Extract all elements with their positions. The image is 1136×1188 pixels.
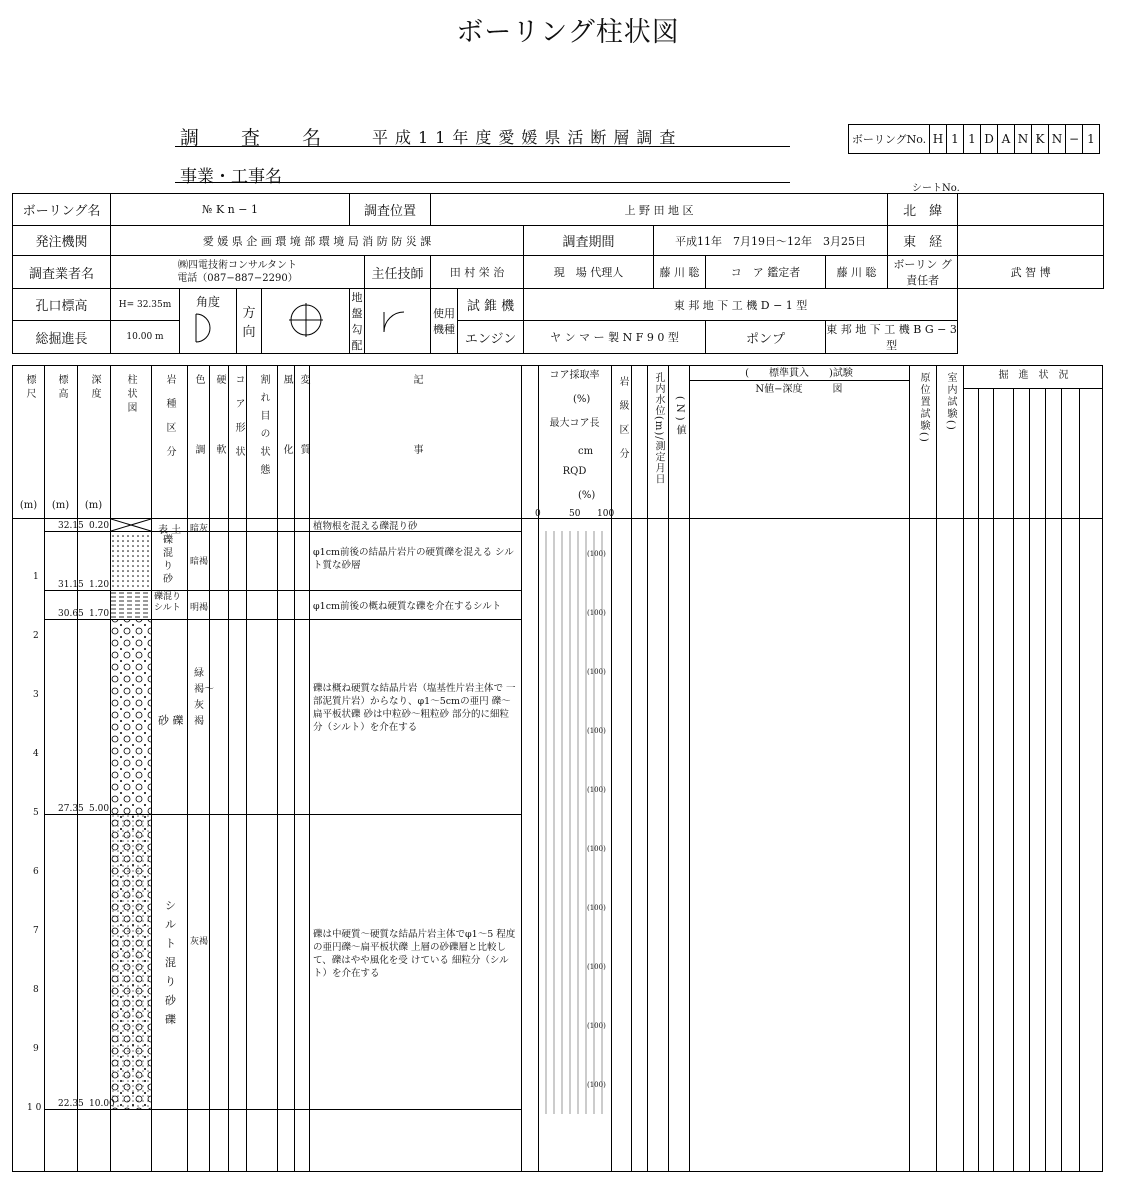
core: 藤 川 聡 — [826, 256, 888, 289]
col-line — [44, 366, 45, 1171]
boring-number-char: 1 — [964, 125, 981, 153]
angle-cell — [180, 289, 237, 354]
longitude-value — [958, 226, 1104, 256]
boring-number-char: D — [981, 125, 998, 153]
client: 愛 媛 県 企 画 環 境 部 環 境 局 消 防 防 災 課 — [111, 226, 524, 256]
col-line — [77, 366, 78, 1171]
col-n-value: (N)値 — [674, 396, 685, 439]
layer-rock: 表 土 — [158, 525, 182, 536]
layer-description: φ1cm前後の結晶片岩片の硬質礫を混える シルト質な砂層 — [313, 547, 514, 571]
client-label: 発注機関 — [13, 226, 111, 256]
latitude-label: 北 緯 — [888, 194, 958, 226]
layer-boundary — [44, 531, 521, 532]
drill: 東 邦 地 下 工 機 D − 1 型 — [524, 289, 958, 321]
scale-tick: 1 0 — [27, 1103, 42, 1113]
location-label: 調査位置 — [350, 194, 431, 226]
boring-number-char: K — [1032, 125, 1049, 153]
scale-tick: 7 — [33, 926, 39, 936]
layer-color: 明褐 — [190, 603, 209, 613]
layer-elevation: 27.35 — [58, 804, 84, 814]
col-column-figure: 柱状図 — [125, 374, 136, 416]
agent: 藤 川 聡 — [654, 256, 706, 289]
length-label: 総掘進長 — [13, 321, 111, 354]
col-line — [246, 366, 247, 1171]
layer-rock: 砂 礫 — [158, 714, 184, 727]
elevation: H= 32.35m — [111, 289, 180, 321]
layer-boundary — [44, 1109, 521, 1110]
core-recovery-value: (100) — [587, 609, 606, 617]
slope-gauge-icon — [376, 302, 420, 338]
scale-tick: 3 — [33, 690, 39, 700]
col-line — [631, 366, 632, 1171]
layer-description: 礫は概ね硬質な結晶片岩（塩基性片岩主体で 一部泥質片岩）からなり、φ1〜5cmの亜円 礫〜扁平板状礫 砂は中粒砂〜粗粒砂 部分的に細粒分（シルト）を介在する — [313, 683, 516, 733]
machine-label: 使用機種 — [431, 289, 458, 354]
responsible: 武 智 博 — [958, 256, 1104, 289]
layer-color: 緑褐〜灰褐 — [194, 668, 214, 727]
elevation-label: 孔口標高 — [13, 289, 111, 321]
col-line — [963, 366, 964, 1171]
total-length: 10.00 m — [111, 321, 180, 354]
direction-cell — [262, 289, 350, 354]
header-table — [12, 193, 1104, 354]
layer-rock: 礫混り砂 — [163, 535, 173, 585]
col-line — [187, 366, 188, 1171]
core-recovery-value: (100) — [587, 904, 606, 912]
layer-depth: 5.00 — [89, 804, 110, 814]
layer-description: φ1cm前後の概ね硬質な礫を介在するシルト — [313, 601, 502, 612]
scale-tick: 2 — [33, 631, 39, 641]
scale-tick: 6 — [33, 867, 39, 877]
layer-color: 暗灰 — [190, 524, 209, 534]
company-name: ㈱四電技術コンサルタント — [177, 260, 298, 271]
progress-header-divider — [963, 388, 1102, 389]
core-recovery-value: (100) — [587, 786, 606, 794]
responsible-label: ボーリン グ責任者 — [888, 256, 958, 289]
core-recovery-value: (100) — [587, 727, 606, 735]
col-line — [1045, 388, 1046, 1171]
col-core-recovery: コア採取率 — [549, 370, 600, 381]
col-line — [151, 366, 152, 1171]
col-rock-type: 岩種区分 — [164, 374, 175, 470]
location: 上 野 田 地 区 — [431, 194, 888, 226]
col-line — [668, 366, 669, 1171]
agent-label: 現 場 代理人 — [524, 256, 654, 289]
col-line — [993, 388, 994, 1171]
layer-depth: 1.20 — [89, 580, 110, 590]
chief-label: 主任技師 — [365, 256, 431, 289]
col-insitu-test: 原位置試験() — [918, 372, 929, 444]
drill-label: 試 錐 機 — [458, 289, 524, 321]
col-alteration: 変質 — [298, 374, 309, 514]
business-underline — [175, 182, 790, 183]
col-fracture: 割れ目の状態 — [258, 374, 269, 482]
company-cell — [111, 256, 365, 289]
core-recovery-value: (100) — [587, 845, 606, 853]
direction-label: 方向 — [237, 289, 262, 354]
scale-tick: 5 — [33, 808, 39, 818]
col-description: 記事 — [411, 374, 422, 514]
col-line — [1079, 388, 1080, 1171]
boring-log-grid — [12, 365, 1103, 1172]
layer-rock: シルト混り砂礫 — [165, 899, 176, 1026]
core-recovery-value: (100) — [587, 963, 606, 971]
col-max-core-unit: cm — [578, 446, 594, 457]
col-lab-test: 室内試験() — [945, 372, 956, 432]
period-label: 調査期間 — [524, 226, 654, 256]
layer-elevation: 30.65 — [58, 609, 84, 619]
layer-elevation: 32.15 — [58, 521, 84, 531]
survey-name: 平成11年度愛媛県活断層調査 — [372, 128, 683, 147]
col-line — [277, 366, 278, 1171]
layer-depth: 1.70 — [89, 609, 110, 619]
layer-depth: 0.20 — [89, 521, 110, 531]
col-hardness: 硬軟 — [214, 374, 225, 514]
engine-label: エンジン — [458, 321, 524, 354]
sheet-number: シートNo. — [912, 183, 960, 194]
company-phone: 電話（087−887−2290） — [177, 273, 298, 284]
boring-number-char: − — [1066, 125, 1083, 153]
compass-icon — [284, 298, 328, 342]
survey-label: 調 査 名 — [180, 127, 340, 149]
col-spt: ( 標準貫入 )試験 — [745, 368, 853, 379]
boring-name-label: ボーリング名 — [13, 194, 111, 226]
col-color: 色調 — [193, 374, 204, 514]
col-water-level: 孔内水位(m)/測定月日 — [653, 372, 664, 485]
layer-color: 暗褐 — [190, 557, 209, 567]
core-recovery-value: (100) — [587, 550, 606, 558]
col-line — [936, 366, 937, 1171]
boring-number-char: A — [998, 125, 1015, 153]
slope-label: 地盤勾配 — [350, 289, 365, 354]
longitude-label: 東 経 — [888, 226, 958, 256]
col-depth: 深度 — [89, 374, 100, 402]
pump: 東 邦 地 下 工 機 B G − 3 型 — [826, 321, 958, 354]
scale-tick: 4 — [33, 749, 39, 759]
angle-gauge-icon — [188, 310, 228, 346]
boring-number-char: 1 — [947, 125, 964, 153]
core-scale-0: 0 — [535, 509, 541, 519]
pump-label: ポンプ — [706, 321, 826, 354]
col-elevation: 標高 — [56, 374, 67, 402]
survey-underline — [175, 146, 790, 147]
col-line — [647, 366, 648, 1171]
col-scale: 標尺 — [24, 374, 35, 402]
col-rqd: RQD — [562, 466, 587, 477]
col-core-shape: コア形状 — [233, 374, 244, 470]
boring-name: № K n − 1 — [111, 194, 350, 226]
col-line — [1029, 388, 1030, 1171]
col-rqd-unit: (%) — [578, 490, 596, 501]
layer-color: 灰褐 — [190, 937, 209, 947]
boring-number-char: 1 — [1087, 132, 1095, 146]
scale-tick: 8 — [33, 985, 39, 995]
column-pattern-figure — [111, 519, 151, 1114]
col-spt-chart: N値−深度 図 — [755, 384, 843, 395]
engine: ヤ ン マ ー 製 N F 9 0 型 — [524, 321, 706, 354]
col-line — [611, 366, 612, 1171]
col-line — [689, 366, 690, 1171]
scale-tick: 9 — [33, 1044, 39, 1054]
unit-scale: (m) — [19, 500, 38, 511]
core-scale-50: 50 — [569, 509, 581, 519]
core-scale-100: 100 — [597, 509, 615, 519]
layer-description: 礫は中硬質〜硬質な結晶片岩主体でφ1〜5 程度の亜円礫〜扁平板状礫 上層の砂礫層と比較して、礫はやや風化を受 けている 細粒分（シルト）を介在する — [313, 929, 516, 979]
boring-number-char: N — [1049, 125, 1066, 153]
col-rock-class: 岩級区分 — [617, 376, 628, 472]
core-label: コ ア 鑑定者 — [706, 256, 826, 289]
chief: 田 村 栄 治 — [431, 256, 524, 289]
layer-boundary — [44, 590, 521, 591]
core-recovery-value: (100) — [587, 668, 606, 676]
layer-boundary — [44, 619, 521, 620]
boring-number-char: N — [1015, 125, 1032, 153]
layer-rock: 礫混り シルト — [154, 592, 182, 613]
latitude-value — [958, 194, 1104, 226]
col-line — [228, 366, 229, 1171]
layer-boundary — [44, 814, 521, 815]
col-line — [294, 366, 295, 1171]
col-max-core: 最大コア長 — [549, 418, 600, 429]
business-label: 事業・工事名 — [180, 167, 282, 187]
unit-elevation: (m) — [51, 500, 70, 511]
core-recovery-value: (100) — [587, 1022, 606, 1030]
col-weathering: 風化 — [281, 374, 292, 514]
company-label: 調査業者名 — [13, 256, 111, 289]
col-core-recovery-unit: (%) — [573, 394, 591, 405]
layer-elevation: 22.35 — [58, 1099, 84, 1109]
col-line — [1061, 388, 1062, 1171]
scale-tick: 1 — [33, 572, 39, 582]
period: 平成11年 7月19日〜12年 3月25日 — [654, 226, 888, 256]
col-line — [909, 366, 910, 1171]
col-line — [1013, 388, 1014, 1171]
col-drilling-progress: 掘 進 状 況 — [998, 370, 1069, 381]
col-line — [978, 388, 979, 1171]
boring-number-label: ボーリングNo. — [849, 125, 930, 153]
boring-number-char: H — [930, 125, 947, 153]
layer-description: 植物根を混える礫混り砂 — [313, 521, 418, 532]
core-recovery-value: (100) — [587, 1081, 606, 1089]
page-title: ボーリング柱状図 — [456, 17, 680, 48]
col-line — [521, 366, 522, 1171]
layer-depth: 10.00 — [89, 1099, 115, 1109]
layer-elevation: 31.15 — [58, 580, 84, 590]
slope-cell — [365, 289, 431, 354]
angle-label: 角度 — [195, 295, 220, 309]
boring-number-box — [848, 124, 1100, 154]
col-line — [209, 366, 210, 1171]
unit-depth: (m) — [84, 500, 103, 511]
